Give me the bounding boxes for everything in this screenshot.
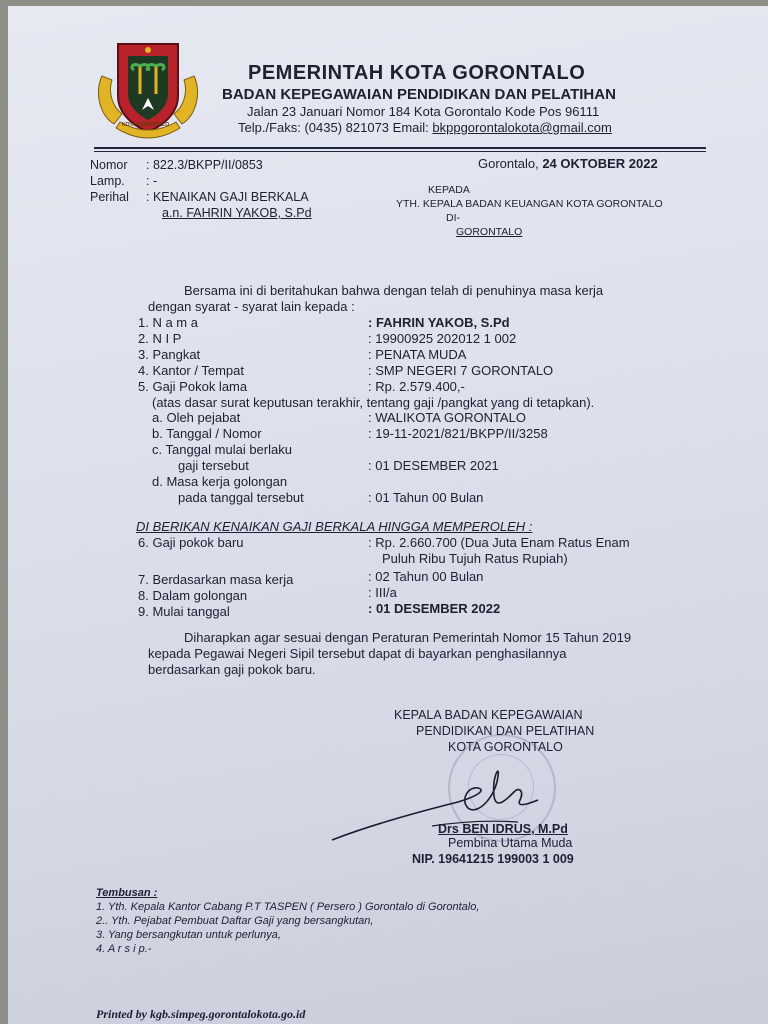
field-gaji-baru-words: Puluh Ribu Tujuh Ratus Rupiah) (382, 551, 568, 566)
cc-heading: Tembusan : (96, 887, 158, 899)
field-golongan-label: 8. Dalam golongan (138, 588, 248, 603)
perihal-subject-name: a.n. FAHRIN YAKOB, S.Pd (162, 206, 312, 220)
nomor-label: Nomor (90, 158, 128, 172)
field-nip-value: : 19900925 202012 1 002 (368, 331, 517, 346)
letterhead-divider (94, 147, 706, 149)
subfield-masa-label: d. Masa kerja golongan (152, 474, 288, 489)
subfield-tanggal-value: : 19-11-2021/821/BKPP/II/3258 (368, 426, 548, 441)
office-address: Jalan 23 Januari Nomor 184 Kota Gorontalo Kode Pos 96111 (247, 104, 600, 119)
field-masa-kerja-label: 7. Berdasarkan masa kerja (138, 572, 294, 587)
subfield-masa-value: : 01 Tahun 00 Bulan (368, 490, 484, 505)
field-kantor-value: : SMP NEGERI 7 GORONTALO (368, 363, 554, 378)
letter-date-value: 24 OKTOBER 2022 (542, 156, 658, 171)
letter-date (478, 156, 658, 171)
field-kantor-label: 4. Kantor / Tempat (138, 363, 244, 378)
field-mulai-tanggal-value: : 01 DESEMBER 2022 (368, 601, 501, 616)
field-gaji-baru-label: 6. Gaji pokok baru (138, 535, 244, 550)
contact-phone: Telp./Faks: (0435) 821073 Email: (238, 120, 433, 135)
cc-item-3: 3. Yang bersangkutan untuk perlunya, (96, 929, 281, 941)
field-pangkat-value: : PENATA MUDA (368, 347, 467, 362)
signatory-name: Drs BEN IDRUS, M.Pd (438, 822, 568, 836)
field-pangkat-label: 3. Pangkat (138, 347, 201, 362)
agency-name: BADAN KEPEGAWAIAN PENDIDIKAN DAN PELATIHAN (222, 86, 616, 103)
office-contact (238, 120, 612, 135)
cc-item-1: 1. Yth. Kepala Kantor Cabang P.T TASPEN ( Persero ) Gorontalo di Gorontalo, (96, 901, 480, 913)
recipient-name: YTH. KEPALA BADAN KEUANGAN KOTA GORONTALO (396, 198, 663, 210)
field-mulai-tanggal-label: 9. Mulai tanggal (138, 604, 230, 619)
perihal-label: Perihal (90, 190, 129, 204)
field-gaji-lama-value: : Rp. 2.579.400,- (368, 379, 465, 394)
closing-line-2: kepada Pegawai Negeri Sipil tersebut dapat di bayarkan penghasilannya (148, 646, 567, 661)
government-name: PEMERINTAH KOTA GORONTALO (248, 62, 586, 84)
field-nama-value: : FAHRIN YAKOB, S.Pd (368, 315, 510, 330)
field-nama-label: 1. N a m a (138, 315, 198, 330)
subfield-mulai-label-2: gaji tersebut (178, 458, 249, 473)
section-heading: DI BERIKAN KENAIKAN GAJI BERKALA HINGGA MEMPEROLEH : (136, 519, 533, 534)
contact-email-link[interactable]: bkppgorontalokota@gmail.com (432, 120, 612, 135)
recipient-kepada: KEPADA (428, 184, 470, 196)
field-gaji-lama-label: 5. Gaji Pokok lama (138, 379, 248, 394)
subfield-pejabat-value: : WALIKOTA GORONTALO (368, 410, 526, 425)
lamp-value: : - (146, 174, 158, 188)
subfield-mulai-value: : 01 DESEMBER 2021 (368, 458, 499, 473)
signatory-nip: NIP. 19641215 199003 1 009 (412, 852, 574, 866)
subfield-pejabat-label: a. Oleh pejabat (152, 410, 241, 425)
recipient-city: GORONTALO (456, 226, 523, 238)
nomor-value: : 822.3/BKPP/II/0853 (146, 158, 263, 172)
intro-line-2: dengan syarat - syarat lain kepada : (148, 299, 355, 314)
signatory-title-3: KOTA GORONTALO (448, 740, 563, 754)
lamp-label: Lamp. (90, 174, 125, 188)
field-gaji-baru-value: : Rp. 2.660.700 (Dua Juta Enam Ratus Enam (368, 535, 630, 550)
perihal-value: : KENAIKAN GAJI BERKALA (146, 190, 309, 204)
signatory-rank: Pembina Utama Muda (448, 836, 573, 850)
printed-by-footer: Printed by kgb.simpeg.gorontalokota.go.id (96, 1007, 306, 1021)
cc-item-4: 4. A r s i p.- (96, 943, 152, 955)
logo-banner-text: KOTA GORONTALO (122, 122, 170, 128)
subfield-masa-label-2: pada tanggal tersebut (178, 490, 304, 505)
recipient-di: DI- (446, 212, 460, 224)
letter-date-place: Gorontalo, (478, 156, 543, 171)
subfield-mulai-label: c. Tanggal mulai berlaku (152, 442, 292, 457)
intro-line-1: Bersama ini di beritahukan bahwa dengan telah di penuhinya masa kerja (184, 283, 604, 298)
field-masa-kerja-value: : 02 Tahun 00 Bulan (368, 569, 484, 584)
cc-item-2: 2.. Yth. Pejabat Pembuat Daftar Gaji yang bersangkutan, (96, 915, 374, 927)
document-page (8, 6, 768, 1024)
basis-note: (atas dasar surat keputusan terakhir, tentang gaji /pangkat yang di tetapkan). (152, 395, 595, 410)
signatory-title-2: PENDIDIKAN DAN PELATIHAN (416, 724, 595, 738)
field-nip-label: 2. N I P (138, 331, 182, 346)
closing-line-3: berdasarkan gaji pokok baru. (148, 662, 316, 677)
closing-line-1: Diharapkan agar sesuai dengan Peraturan Pemerintah Nomor 15 Tahun 2019 (184, 630, 632, 645)
subfield-tanggal-label: b. Tanggal / Nomor (152, 426, 262, 441)
field-golongan-value: : III/a (368, 585, 397, 600)
letterhead-divider-thin (94, 151, 706, 152)
signatory-title-1: KEPALA BADAN KEPEGAWAIAN (394, 708, 583, 722)
